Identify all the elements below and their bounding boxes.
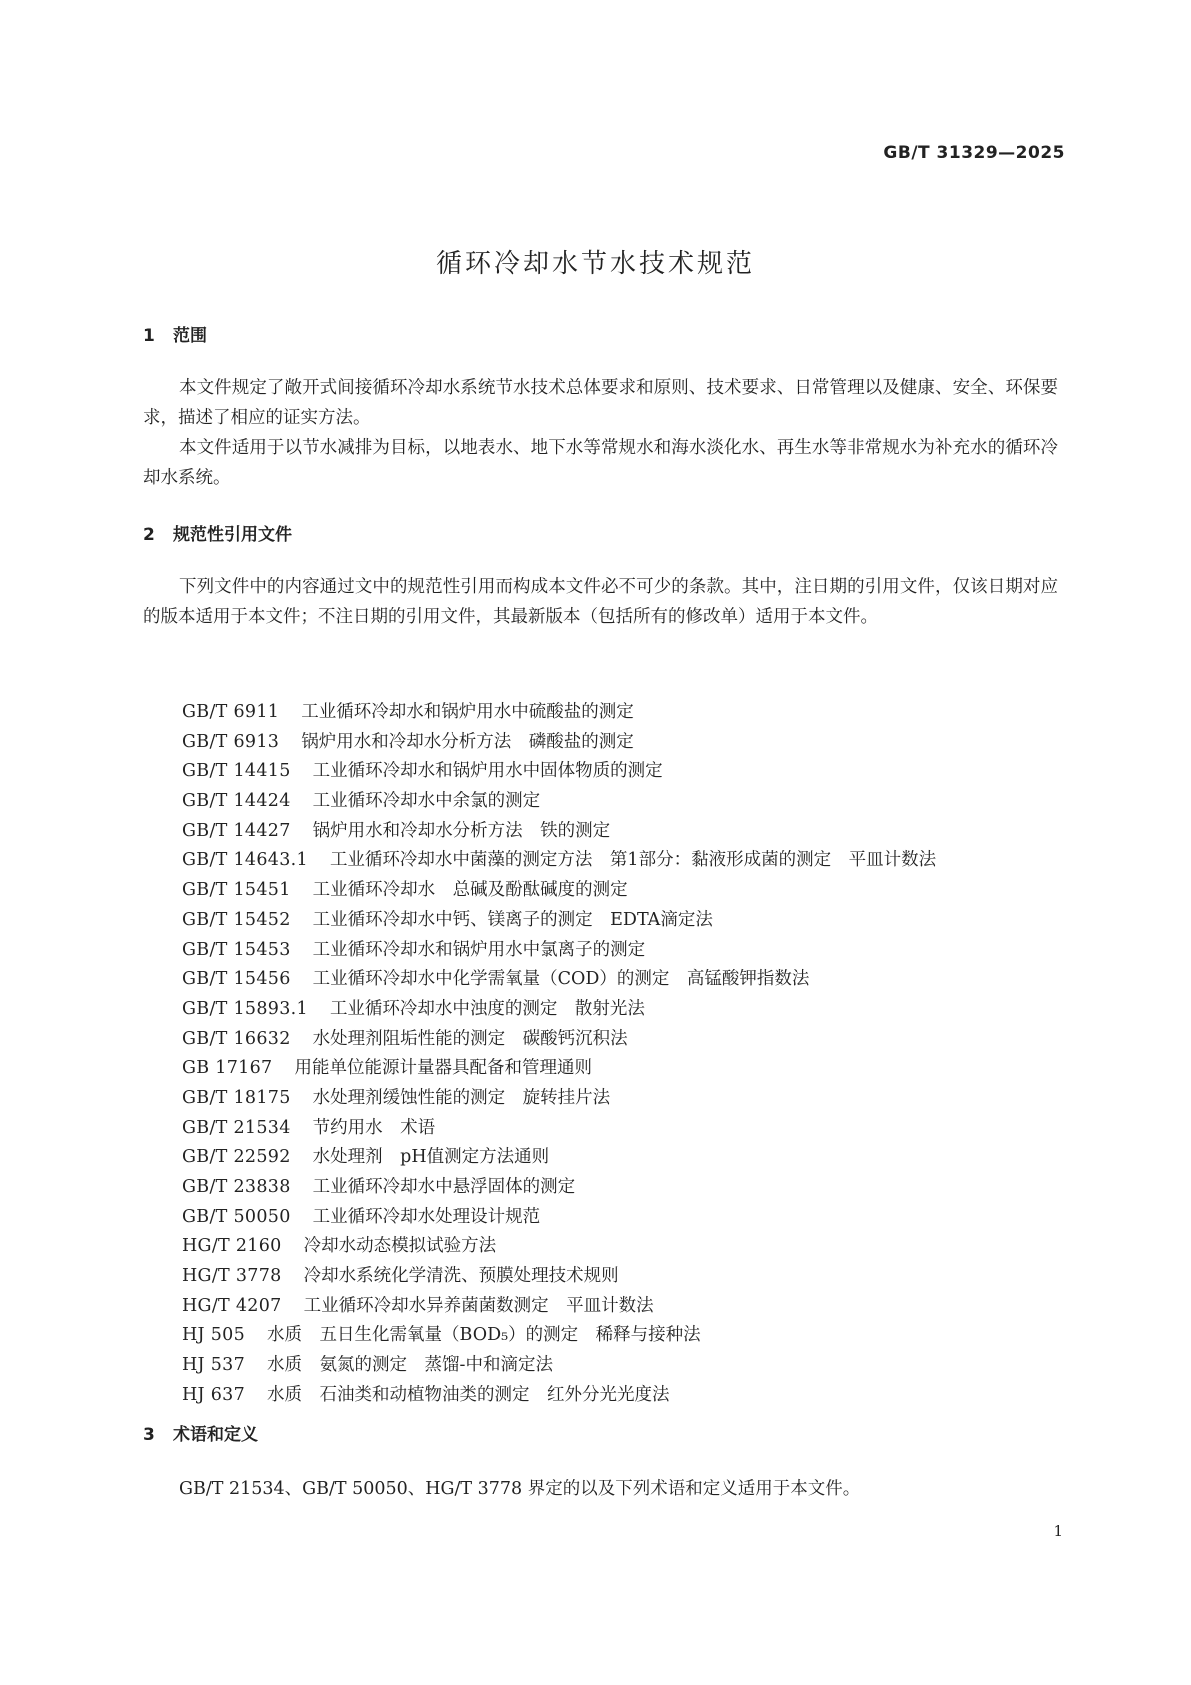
reference-code: HJ 505: [182, 1325, 246, 1346]
reference-title: 工业循环冷却水和锅炉用水中氯离子的测定: [312, 939, 646, 960]
reference-item: [182, 1321, 936, 1351]
reference-code: HG/T 2160: [182, 1236, 282, 1257]
reference-code: HJ 637: [182, 1384, 246, 1405]
reference-code: GB/T 15893.1: [182, 998, 308, 1019]
reference-title: 工业循环冷却水中浊度的测定 散射光法: [329, 998, 645, 1019]
reference-code: HJ 537: [182, 1355, 246, 1376]
reference-code: GB/T 16632: [182, 1028, 291, 1049]
section-heading-terms-definitions: [143, 1420, 258, 1445]
reference-item: [182, 1292, 936, 1322]
reference-item: [182, 817, 936, 847]
reference-item: [182, 1084, 936, 1114]
terms-intro-paragraph: GB/T 21534、GB/T 50050、HG/T 3778 界定的以及下列术语和定义适用于本文件。: [179, 1479, 861, 1499]
section-number: 3: [143, 1425, 155, 1445]
reference-item: [182, 1232, 936, 1262]
reference-code: GB/T 6911: [182, 702, 280, 722]
reference-title: 水质 五日生化需氧量（BOD₅）的测定 稀释与接种法: [267, 1325, 701, 1346]
scope-paragraph: 本文件规定了敞开式间接循环冷却水系统节水技术总体要求和原则、技术要求、日常管理以及健康、安全、环保要求，描述了相应的证实方法。: [143, 378, 1058, 428]
reference-title: 工业循环冷却水中菌藻的测定方法 第1部分：黏液形成菌的测定 平皿计数法: [329, 850, 937, 871]
reference-item: [182, 1054, 936, 1084]
reference-title: 水处理剂 pH值测定方法通则: [312, 1147, 550, 1168]
reference-title: 节约用水 术语: [312, 1117, 436, 1138]
reference-title: 用能单位能源计量器具配备和管理通则: [294, 1058, 592, 1079]
reference-code: GB/T 18175: [182, 1087, 291, 1108]
reference-list: [182, 698, 936, 1411]
reference-code: GB/T 14427: [182, 820, 291, 841]
reference-item: [182, 698, 936, 728]
reference-item: [182, 787, 936, 817]
section-number: 1: [143, 326, 155, 346]
reference-item: [182, 1025, 936, 1055]
section-heading-normative-references: [143, 520, 292, 545]
section-heading-scope: [143, 321, 207, 346]
references-intro-paragraph: 下列文件中的内容通过文中的规范性引用而构成本文件必不可少的条款。其中，注日期的引用文件，仅该日期对应的版本适用于本文件；不注日期的引用文件，其最新版本（包括所有的修改单）适用于本文件。: [143, 577, 1058, 627]
reference-item: [182, 757, 936, 787]
reference-item: [182, 876, 936, 906]
reference-title: 水处理剂缓蚀性能的测定 旋转挂片法: [312, 1087, 611, 1108]
reference-code: GB/T 6913: [182, 731, 280, 752]
reference-code: HG/T 4207: [182, 1295, 282, 1316]
reference-title: 冷却水动态模拟试验方法: [303, 1236, 497, 1257]
reference-item: [182, 936, 936, 966]
reference-code: GB/T 15456: [182, 969, 291, 990]
reference-item: [182, 1381, 936, 1411]
reference-title: 水质 氨氮的测定 蒸馏-中和滴定法: [267, 1355, 553, 1376]
section-title: 规范性引用文件: [173, 525, 292, 545]
document-title: 循环冷却水节水技术规范: [435, 249, 755, 279]
reference-item: [182, 1114, 936, 1144]
reference-code: HG/T 3778: [182, 1266, 282, 1287]
reference-title: 工业循环冷却水中钙、镁离子的测定 EDTA滴定法: [312, 909, 713, 930]
page-number: 1: [1053, 1522, 1063, 1540]
reference-item: [182, 965, 936, 995]
reference-item: [182, 846, 936, 876]
reference-code: GB/T 14415: [182, 761, 291, 782]
standard-code: GB/T 31329—2025: [883, 143, 1065, 163]
reference-item: [182, 995, 936, 1025]
reference-title: 工业循环冷却水 总碱及酚酞碱度的测定: [312, 880, 628, 901]
reference-title: 锅炉用水和冷却水分析方法 铁的测定: [312, 820, 611, 841]
reference-title: 冷却水系统化学清洗、预膜处理技术规则: [303, 1266, 619, 1287]
reference-code: GB/T 14424: [182, 791, 291, 812]
reference-code: GB 17167: [182, 1058, 273, 1079]
reference-item: [182, 1262, 936, 1292]
reference-item: [182, 1173, 936, 1203]
reference-title: 工业循环冷却水中化学需氧量（COD）的测定 高锰酸钾指数法: [312, 969, 810, 990]
reference-code: GB/T 23838: [182, 1177, 291, 1197]
reference-item: [182, 1203, 936, 1233]
scope-paragraph: 本文件适用于以节水减排为目标，以地表水、地下水等常规水和海水淡化水、再生水等非常规水为补充水的循环冷却水系统。: [143, 438, 1058, 488]
reference-title: 工业循环冷却水处理设计规范: [312, 1206, 541, 1227]
section-title: 范围: [173, 326, 207, 346]
reference-code: GB/T 21534: [182, 1117, 291, 1138]
reference-code: GB/T 15452: [182, 909, 291, 930]
reference-item: [182, 1143, 936, 1173]
reference-title: 水质 石油类和动植物油类的测定 红外分光光度法: [267, 1384, 670, 1405]
reference-title: 工业循环冷却水异养菌菌数测定 平皿计数法: [303, 1295, 654, 1316]
reference-code: GB/T 14643.1: [182, 850, 308, 871]
reference-title: 工业循环冷却水和锅炉用水中固体物质的测定: [312, 761, 663, 782]
reference-title: 工业循环冷却水和锅炉用水中硫酸盐的测定: [301, 702, 634, 722]
section-number: 2: [143, 525, 155, 545]
reference-code: GB/T 50050: [182, 1206, 291, 1227]
section-title: 术语和定义: [173, 1425, 258, 1445]
reference-code: GB/T 15453: [182, 939, 291, 960]
reference-title: 锅炉用水和冷却水分析方法 磷酸盐的测定: [301, 731, 634, 752]
reference-title: 水处理剂阻垢性能的测定 碳酸钙沉积法: [312, 1028, 628, 1049]
reference-code: GB/T 22592: [182, 1147, 291, 1168]
reference-code: GB/T 15451: [182, 880, 291, 901]
reference-item: [182, 906, 936, 936]
reference-title: 工业循环冷却水中悬浮固体的测定: [312, 1177, 576, 1197]
reference-item: [182, 1351, 936, 1381]
reference-item: [182, 728, 936, 758]
reference-title: 工业循环冷却水中余氯的测定: [312, 791, 541, 812]
